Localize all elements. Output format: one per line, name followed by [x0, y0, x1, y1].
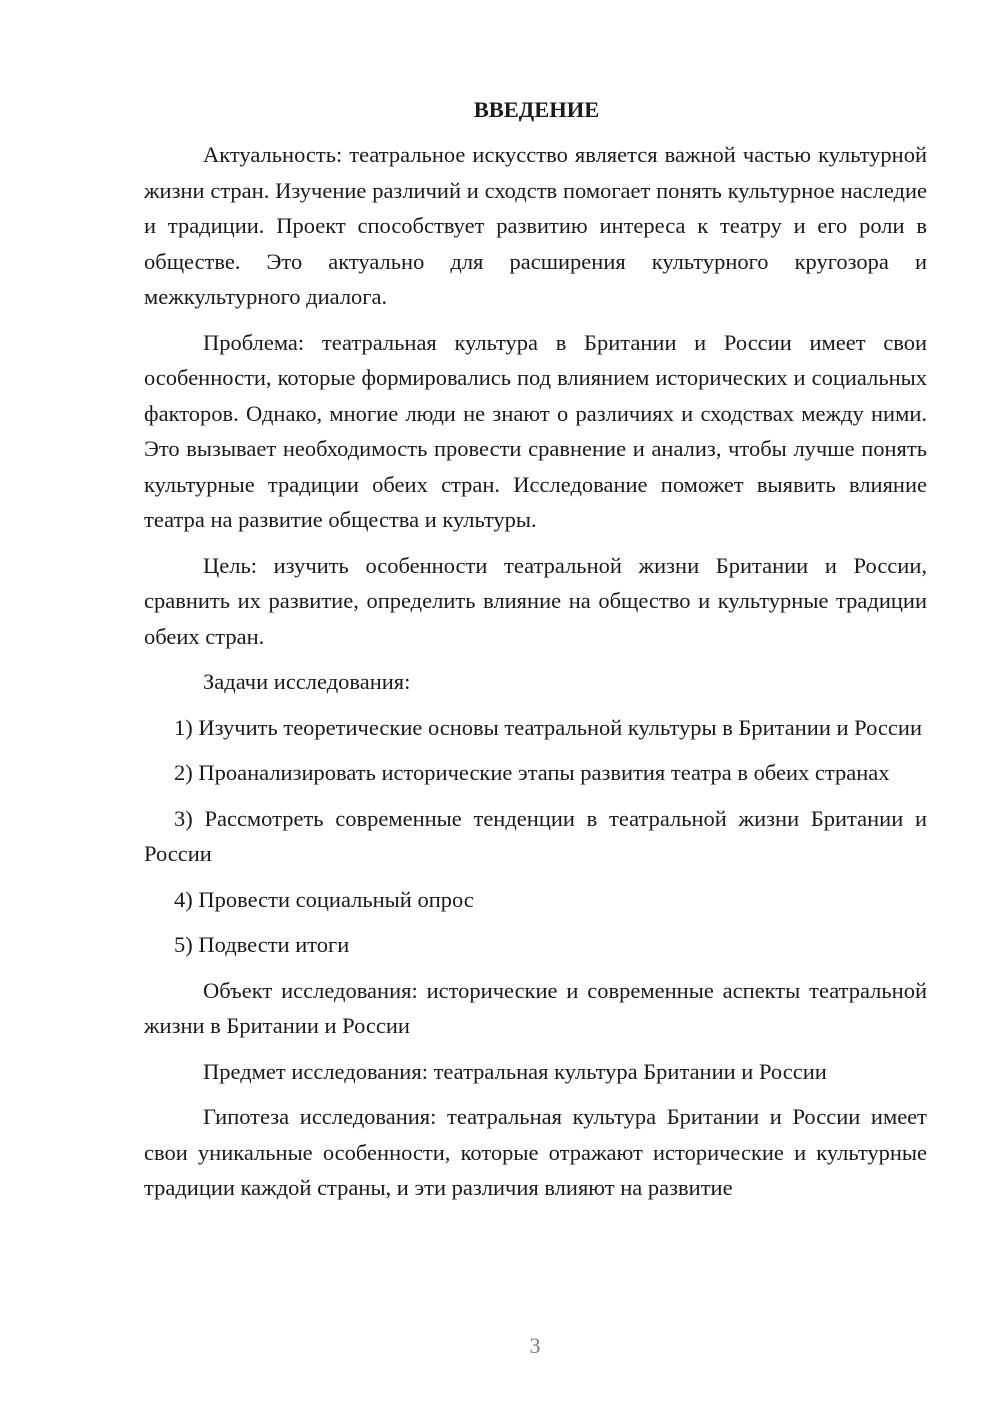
page-number: 3 [529, 1333, 541, 1358]
list-item: 5) Подвести итоги [174, 932, 350, 957]
tasks-heading: Задачи исследования: [203, 669, 411, 694]
goal-paragraph: Цель: изучить особенности театральной жизни Британии и России, сравнить их развитие, определить влияние на общество и культурные традиции обеих стран. [144, 552, 927, 649]
list-item: 3) Рассмотреть современные тенденции в театральной жизни Британии и России [144, 805, 927, 866]
relevance-paragraph: Актуальность: театральное искусство является важной частью культурной жизни стран. Изучение различий и сходств помогает понять культурное наследие и традиции. Проект способствует развитию интереса к театру и его роли в обществе. Это актуально для расширения культурного кругозора и межкультурного диалога. [144, 142, 927, 309]
tasks-list [144, 710, 927, 963]
list-item: 2) Проанализировать исторические этапы развития театра в обеих странах [174, 760, 890, 785]
subject-paragraph: Предмет исследования: театральная культура Британии и России [203, 1058, 827, 1084]
object-paragraph: Объект исследования: исторические и современные аспекты театральной жизни в Британии и России [144, 977, 927, 1038]
list-item: 4) Провести социальный опрос [174, 886, 474, 912]
page-body [144, 92, 927, 1216]
section-heading: ВВЕДЕНИЕ [473, 97, 600, 122]
hypothesis-paragraph: Гипотеза исследования: театральная культура Британии и России имеет свои уникальные особенности, которые отражают исторические и культурные традиции каждой страны, и эти различия влияют на развитие [144, 1104, 927, 1200]
problem-paragraph: Проблема: театральная культура в Британии и России имеет свои особенности, которые формировались под влиянием исторических и социальных факторов. Однако, многие люди не знают о различиях и сходствах между ними. Это вызывает необходимость провести сравнение и анализ, чтобы лучше понять культурные традиции обеих стран. Исследование поможет выявить влияние театра на развитие общества и культуры. [144, 329, 927, 532]
list-item: 1) Изучить теоретические основы театральной культуры в Британии и России [174, 714, 922, 740]
